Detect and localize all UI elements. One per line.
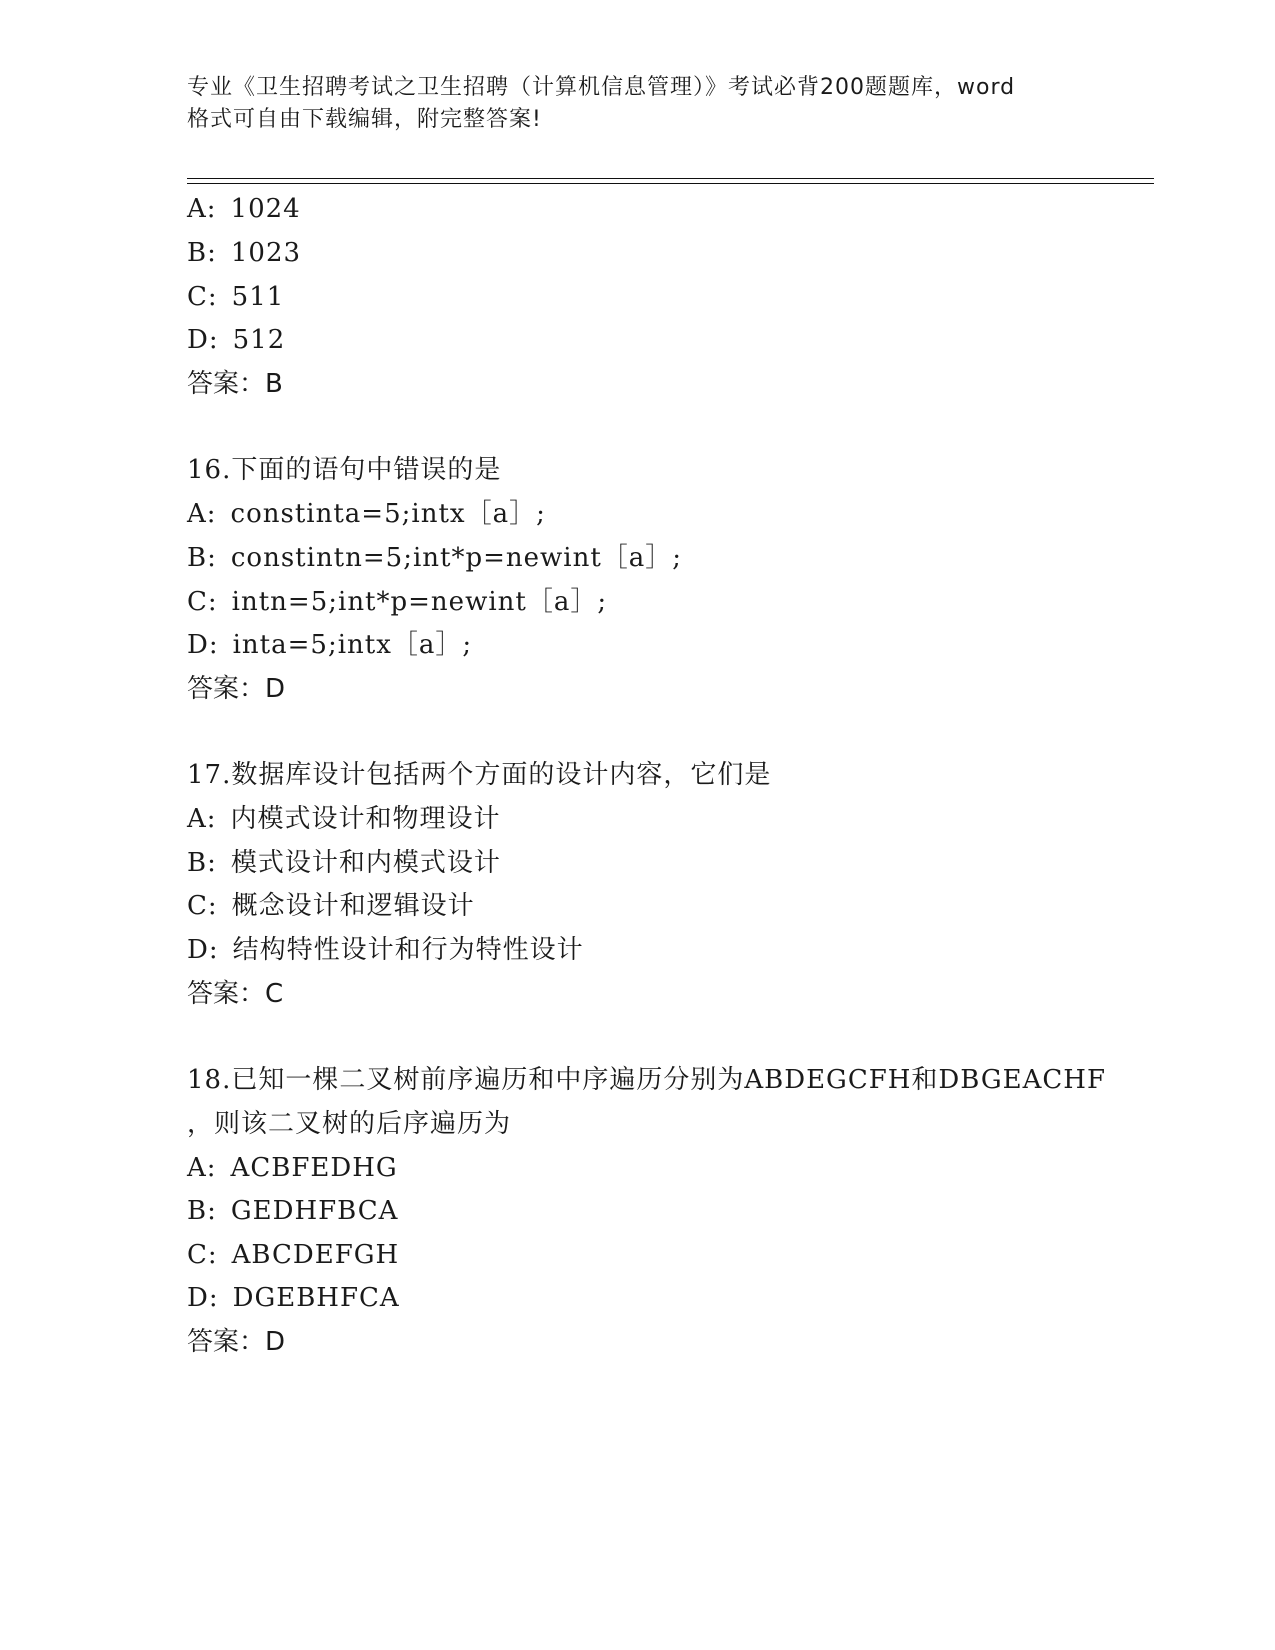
option-text: ACBFEDHG	[230, 1153, 398, 1183]
option-label: D:	[187, 1283, 219, 1313]
q17-answer: 答案：C	[187, 979, 284, 1009]
q18-option-c	[187, 1238, 399, 1272]
q17-option-d	[187, 933, 584, 967]
header-line-1: 专业《卫生招聘考试之卫生招聘（计算机信息管理）》考试必背200题题库，word	[187, 75, 1016, 100]
q18-option-a	[187, 1151, 398, 1185]
option-text: inta=5;intx［a］;	[232, 630, 473, 660]
q16-answer: 答案：D	[187, 674, 286, 704]
option-label: B:	[187, 543, 217, 573]
option-label: B:	[187, 1196, 217, 1226]
option-label: A:	[187, 804, 217, 834]
option-text: DGEBHFCA	[232, 1283, 400, 1313]
header-divider-bottom	[187, 183, 1154, 184]
option-text: 1023	[230, 238, 302, 268]
q15-option-c	[187, 280, 284, 314]
q16-option-d	[187, 628, 472, 662]
option-label: B:	[187, 238, 217, 268]
option-text: 511	[231, 282, 285, 312]
option-label: D:	[187, 325, 219, 355]
q18-option-b	[187, 1194, 398, 1228]
option-text: constinta=5;intx［a］;	[230, 499, 546, 529]
option-text: 概念设计和逻辑设计	[231, 891, 475, 921]
document-header	[187, 72, 1087, 136]
q16-option-c	[187, 585, 607, 619]
q15-answer: 答案：B	[187, 369, 283, 399]
option-label: A:	[187, 194, 217, 224]
q16-option-a	[187, 497, 546, 531]
q18-question-line-2: ，则该二叉树的后序遍历为	[187, 1109, 512, 1139]
q18-question-line-1: 18.已知一棵二叉树前序遍历和中序遍历分别为ABDEGCFH和DBGEACHF	[187, 1065, 1107, 1095]
q15-option-d	[187, 323, 285, 357]
q17-option-c	[187, 889, 475, 923]
option-text: 模式设计和内模式设计	[230, 848, 501, 878]
option-text: GEDHFBCA	[230, 1196, 399, 1226]
q17-question: 17.数据库设计包括两个方面的设计内容，它们是	[187, 760, 772, 790]
option-label: D:	[187, 935, 219, 965]
option-label: A:	[187, 1153, 217, 1183]
option-text: intn=5;int*p=newint［a］;	[231, 587, 608, 617]
option-label: C:	[187, 891, 218, 921]
option-label: C:	[187, 1240, 218, 1270]
option-label: A:	[187, 499, 217, 529]
option-text: constintn=5;int*p=newint［a］;	[230, 543, 683, 573]
option-text: 512	[232, 325, 286, 355]
q18-option-d	[187, 1281, 400, 1315]
option-label: C:	[187, 587, 218, 617]
q17-option-a	[187, 802, 501, 836]
option-label: B:	[187, 848, 217, 878]
q15-option-b	[187, 236, 301, 270]
option-label: C:	[187, 282, 218, 312]
option-label: D:	[187, 630, 219, 660]
option-text: 结构特性设计和行为特性设计	[232, 935, 584, 965]
q15-option-a	[187, 192, 301, 226]
option-text: 内模式设计和物理设计	[230, 804, 501, 834]
header-divider-top	[187, 178, 1154, 179]
q16-option-b	[187, 541, 682, 575]
q17-option-b	[187, 846, 501, 880]
q18-answer: 答案：D	[187, 1327, 286, 1357]
option-text: ABCDEFGH	[231, 1240, 400, 1270]
q16-question: 16.下面的语句中错误的是	[187, 455, 502, 485]
option-text: 1024	[230, 194, 301, 224]
header-line-2: 格式可自由下载编辑，附完整答案!	[187, 107, 542, 132]
